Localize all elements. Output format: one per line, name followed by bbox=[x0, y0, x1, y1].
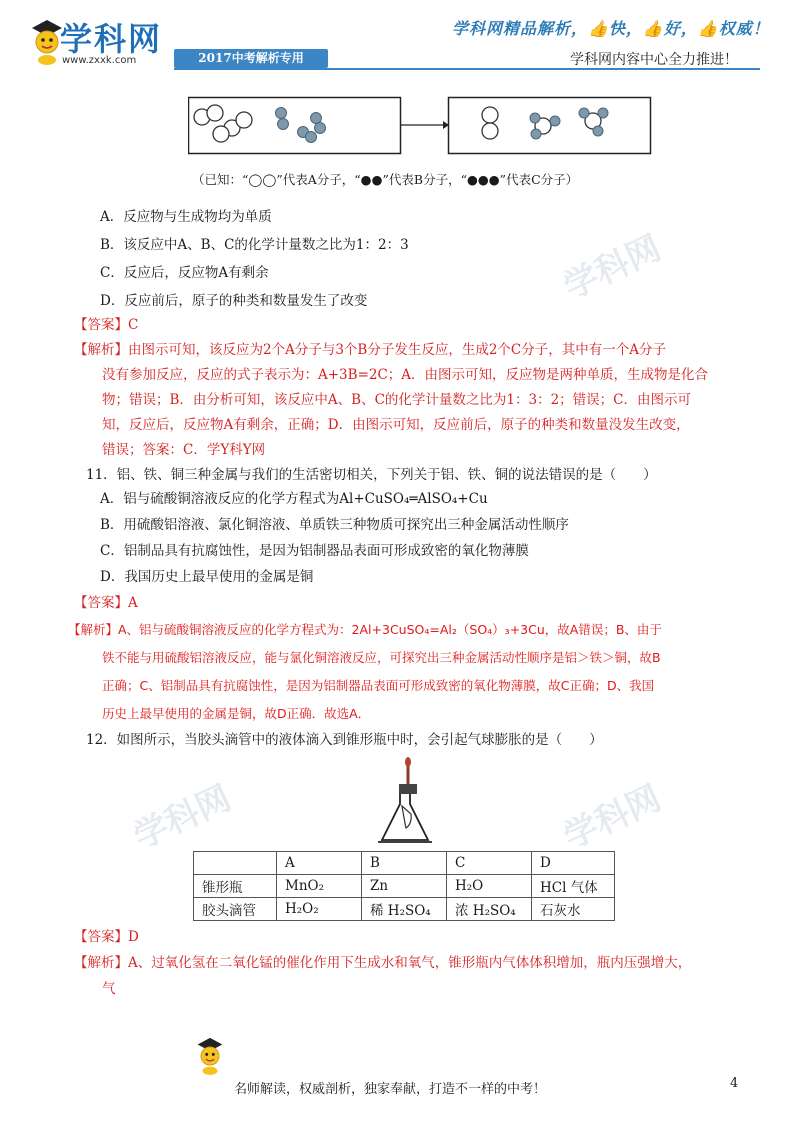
table-cell: H₂O bbox=[447, 875, 532, 898]
table-cell: H₂O₂ bbox=[277, 898, 362, 921]
table-cell: A bbox=[277, 852, 362, 875]
q10-option-c: C．反应后，反应物A有剩余 bbox=[100, 265, 269, 281]
table-cell: 石灰水 bbox=[532, 898, 615, 921]
q12-analysis-line: 【解析】A、过氧化氢在二氧化锰的催化作用下生成水和氧气，锥形瓶内气体体积增加，瓶内压强增大， bbox=[74, 955, 692, 971]
footer-slogan: 名师解读，权威剖析，独家奉献，打造不一样的中考！ bbox=[234, 1082, 547, 1097]
watermark: 学科网 bbox=[127, 777, 238, 858]
table-cell: 锥形瓶 bbox=[194, 875, 277, 898]
exam-banner: 2017中考解析专用 bbox=[174, 49, 328, 68]
q11-analysis-line: 铁不能与用硫酸铝溶液反应，能与氯化铜溶液反应，可探究出三种金属活动性顺序是铝＞铁＞铜，故B bbox=[102, 650, 661, 665]
table-cell: C bbox=[447, 852, 532, 875]
q11-analysis-line: 【解析】A、铝与硫酸铜溶液反应的化学方程式为：2Al+3CuSO₄=Al₂（SO₄）₃+3Cu，故A错误；B、由于 bbox=[68, 622, 662, 637]
q11-option-c: C．铝制品具有抗腐蚀性，是因为铝制器品表面可形成致密的氧化物薄膜 bbox=[100, 543, 529, 559]
figure-caption: （已知：“◯◯”代表A分子，“●●”代表B分子，“●●●”代表C分子） bbox=[192, 172, 579, 187]
q11-option-b: B．用硫酸铝溶液、氯化铜溶液、单质铁三种物质可探究出三种金属活动性顺序 bbox=[100, 517, 569, 533]
q11-option-d: D．我国历史上最早使用的金属是铜 bbox=[100, 569, 314, 585]
page-number: 4 bbox=[730, 1076, 739, 1091]
header-slogan: 学科网精品解析，👍快，👍好，👍权威！ bbox=[452, 19, 770, 38]
q10-analysis-line: 错误；答案：C．学Y科Y网 bbox=[102, 442, 266, 458]
table-row bbox=[194, 875, 615, 898]
table-header-row bbox=[194, 852, 615, 875]
watermark: 学科网 bbox=[557, 777, 668, 858]
q10-analysis-line: 物；错误；B．由分析可知，该反应中A、B、C的化学计量数之比为1：3：2；错误；C．由图示可 bbox=[102, 392, 692, 408]
q12-stem: 12．如图所示，当胶头滴管中的液体滴入到锥形瓶中时，会引起气球膨胀的是（ ） bbox=[86, 732, 603, 748]
q12-analysis-line: 气 bbox=[102, 981, 116, 997]
table-cell: B bbox=[362, 852, 447, 875]
q10-analysis-line: 【解析】由图示可知，该反应为2个A分子与3个B分子发生反应，生成2个C分子，其中有一个A分子 bbox=[74, 342, 667, 358]
q10-analysis-line: 知，反应后，反应物A有剩余，正确；D．由图示可知，反应前后，原子的种类和数量没发生改变， bbox=[102, 417, 690, 433]
q11-analysis-line: 正确；C、铝制品具有抗腐蚀性，是因为铝制器品表面可形成致密的氧化物薄膜，故C正确；D、我国 bbox=[102, 678, 655, 693]
q10-option-a: A．反应物与生成物均为单质 bbox=[100, 209, 272, 225]
mascot-logo-icon bbox=[30, 18, 64, 66]
q11-answer: 【答案】A bbox=[74, 595, 138, 611]
watermark: 学科网 bbox=[557, 227, 668, 308]
header-subslogan: 学科网内容中心全力推进！ bbox=[570, 52, 738, 68]
table-cell: Zn bbox=[362, 875, 447, 898]
table-cell: MnO₂ bbox=[277, 875, 362, 898]
logo-title: 学科网 bbox=[60, 20, 163, 58]
table-cell bbox=[194, 852, 277, 875]
table-cell: 浓 H₂SO₄ bbox=[447, 898, 532, 921]
table-cell: HCl 气体 bbox=[532, 875, 615, 898]
q10-option-d: D．反应前后，原子的种类和数量发生了改变 bbox=[100, 293, 368, 309]
q11-analysis-line: 历史上最早使用的金属是铜，故D正确．故选A． bbox=[102, 706, 371, 721]
q11-stem: 11．铝、铁、铜三种金属与我们的生活密切相关，下列关于铝、铁、铜的说法错误的是（ ） bbox=[86, 467, 657, 483]
q10-option-b: B．该反应中A、B、C的化学计量数之比为1：2：3 bbox=[100, 237, 409, 253]
table-row bbox=[194, 898, 615, 921]
table-cell: 稀 H₂SO₄ bbox=[362, 898, 447, 921]
table-cell: 胶头滴管 bbox=[194, 898, 277, 921]
q11-option-a: A．铝与硫酸铜溶液反应的化学方程式为Al+CuSO₄═AlSO₄+Cu bbox=[100, 491, 488, 507]
q10-answer: 【答案】C bbox=[74, 317, 139, 333]
q10-analysis-line: 没有参加反应，反应的式子表示为：A+3B=2C；A．由图示可知，反应物是两种单质，生成物是化合 bbox=[102, 367, 709, 383]
logo-url: www.zxxk.com bbox=[62, 55, 137, 66]
q12-answer: 【答案】D bbox=[74, 929, 139, 945]
table-cell: D bbox=[532, 852, 615, 875]
flask-apparatus-icon bbox=[372, 756, 438, 848]
reaction-diagram bbox=[188, 96, 652, 166]
q12-options-table bbox=[193, 851, 615, 921]
mascot-footer-icon bbox=[196, 1036, 224, 1076]
